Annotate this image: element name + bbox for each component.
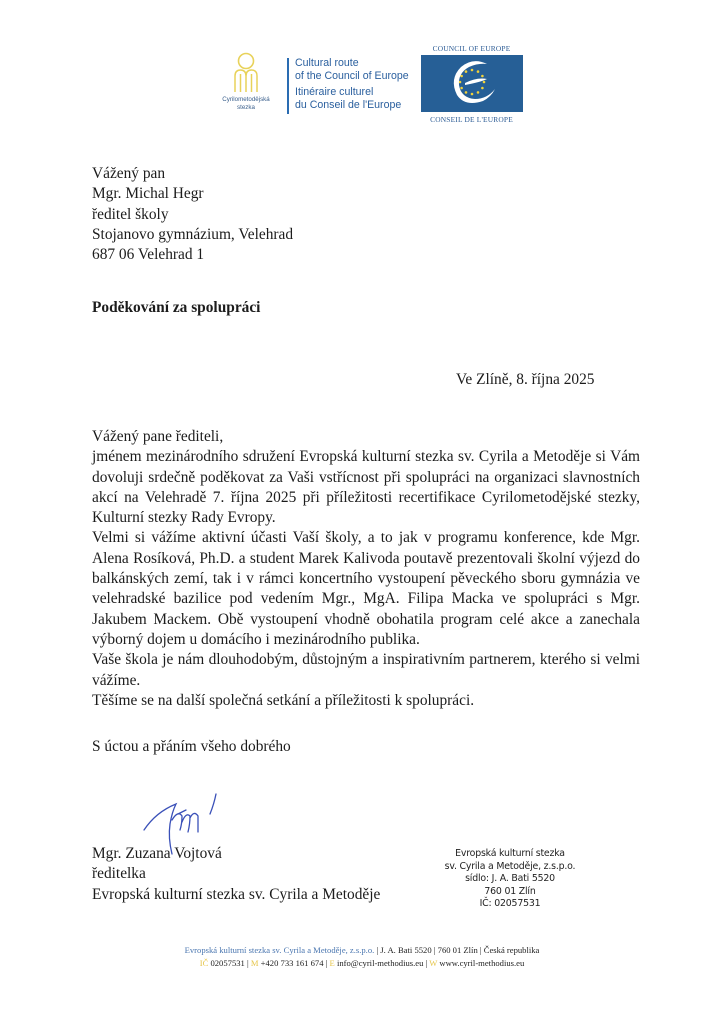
signer-organization: Evropská kulturní stezka sv. Cyrila a Metoděje	[92, 885, 381, 903]
recipient-address	[92, 164, 293, 265]
footer-email-prefix: E	[329, 957, 335, 968]
recipient-name: Mgr. Michal Hegr	[92, 185, 204, 203]
signer-block	[92, 844, 380, 905]
footer-email[interactable]: info@cyril-methodius.eu |	[334, 957, 430, 968]
recipient-postal-address: 687 06 Velehrad 1	[92, 246, 205, 264]
cyrilometodejska-stezka-logo	[218, 52, 274, 120]
footer-web[interactable]: www.cyril-methodius.eu	[437, 957, 525, 968]
letter-footer	[120, 944, 604, 969]
organization-stamp	[430, 848, 590, 911]
footer-phone: +420 733 161 674 |	[258, 957, 330, 968]
cultural-route-text	[295, 57, 409, 113]
footer-phone-prefix: M	[250, 957, 259, 968]
stamp-line-3: sídlo: J. A. Bati 5520	[465, 873, 555, 885]
stamp-line-2: sv. Cyrila a Metoděje, z.s.p.o.	[444, 860, 576, 872]
logo-divider	[287, 58, 289, 114]
cyril-logo-caption-1: Cyrilometodějská	[222, 96, 270, 103]
cultural-route-line-4: du Conseil de l'Europe	[295, 99, 402, 112]
footer-organization: Evropská kulturní stezka sv. Cyrila a Metoděje, z.s.p.o.	[184, 945, 375, 955]
footer-line-1	[120, 944, 604, 957]
body-paragraph-2: Velmi si vážíme aktivní účasti Vaší školy, a to jak v programu konference, kde Mgr. Alena Rosíková, Ph.D. a student Marek Kalivoda poutavě prezentovali školní výjezd do balkánských zemí, tak i v rámci koncertního vystoupení pěveckého sboru gymnázia ve velehradské bazilice pod vedením Mgr., MgA. Filipa Macka ve spolupráci s Mgr. Jakubem Mackem. Obě vystoupení vhodně obohatila program celé akce a zanechala výborný dojem u domácího i mezinárodního publika.	[92, 529, 640, 648]
body-paragraph-1: jménem mezinárodního sdružení Evropská kulturní stezka sv. Cyrila a Metoděje si Vám dovoluji srdečně poděkovat za Vaši vstřícnost při spolupráci na organizaci slavnostních akcí na Velehradě 7. října 2025 při příležitosti recertifikace Cyrilometodějské stezky, Kulturní stezky Rady Evropy.	[92, 448, 640, 527]
letter-body	[92, 427, 640, 711]
cultural-route-line-2: of the Council of Europe	[295, 70, 409, 83]
footer-address: | J. A. Bati 5520 | 760 01 Zlín | Česká republika	[374, 945, 540, 955]
stamp-line-4: 760 01 Zlín	[484, 885, 536, 897]
signer-title: ředitelka	[92, 865, 146, 883]
stamp-line-1: Evropská kulturní stezka	[455, 848, 565, 859]
recipient-role: ředitel školy	[92, 205, 169, 223]
greeting: Vážený pane řediteli,	[92, 428, 224, 445]
footer-web-prefix: W	[429, 957, 438, 968]
cyril-logo-caption-2: stezka	[237, 104, 255, 111]
dateline: Ve Zlíně, 8. října 2025	[456, 371, 595, 388]
signer-name: Mgr. Zuzana Vojtová	[92, 845, 222, 862]
footer-ic-prefix: IČ	[199, 957, 209, 968]
recipient-institution: Stojanovo gymnázium, Velehrad	[92, 225, 294, 243]
cultural-route-line-1: Cultural route	[295, 57, 359, 69]
footer-ic: 02057531 |	[208, 957, 251, 968]
council-of-europe-label: COUNCIL OF EUROPE	[432, 44, 511, 53]
stamp-line-5: IČ: 02057531	[479, 898, 541, 910]
body-paragraph-3: Vaše škola je nám dlouhodobým, důstojným a inspirativním partnerem, kterého si velmi vážíme.	[92, 651, 640, 689]
cultural-route-line-3: Itinéraire culturel	[295, 85, 374, 98]
conseil-de-l-europe-label: CONSEIL DE L'EUROPE	[430, 115, 513, 124]
body-paragraph-4: Těšíme se na další společná setkání a příležitosti k spolupráci.	[92, 691, 475, 709]
cyrillic-monogram-icon	[231, 52, 261, 94]
closing-line: S úctou a přáním všeho dobrého	[92, 738, 291, 755]
footer-line-2	[120, 957, 604, 970]
letter-subject: Poděkování za spolupráci	[92, 299, 261, 316]
recipient-salutation: Vážený pan	[92, 165, 166, 182]
council-of-europe-emblem-icon	[421, 55, 523, 112]
